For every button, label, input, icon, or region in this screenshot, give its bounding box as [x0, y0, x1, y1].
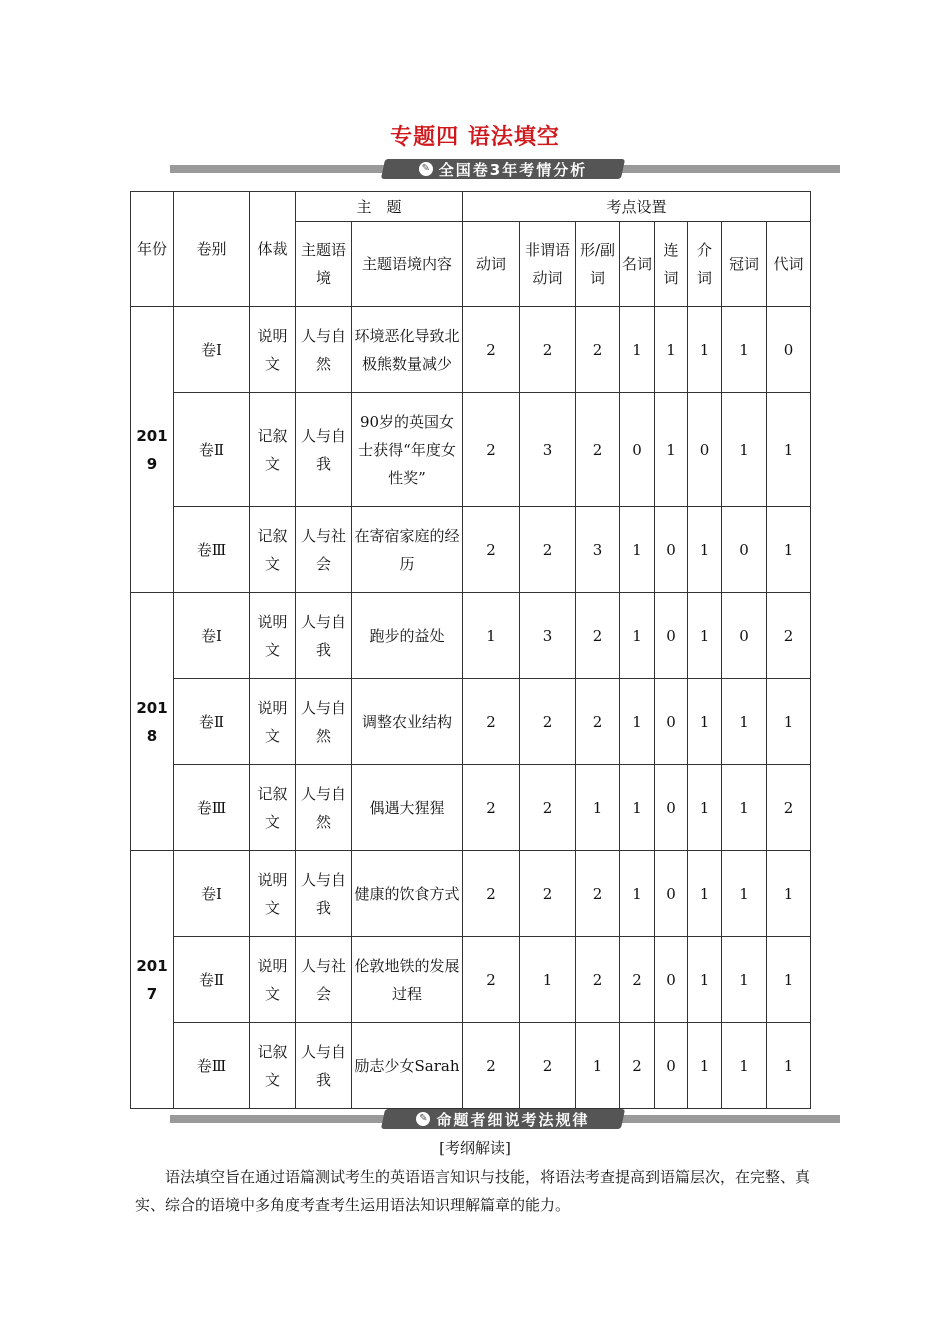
count-cell: 0	[655, 765, 688, 851]
count-cell: 1	[463, 593, 520, 679]
theme-context-cell: 人与自我	[296, 1023, 352, 1109]
syllabus-paragraph: 语法填空旨在通过语篇测试考生的英语语言知识与技能，将语法考查提高到语篇层次，在完整、真实、综合的语境中多角度考查考生运用语法知识理解篇章的能力。	[135, 1168, 811, 1214]
theme-content-cell: 伦敦地铁的发展过程	[352, 937, 463, 1023]
count-cell: 1	[688, 507, 722, 593]
count-cell: 1	[722, 679, 767, 765]
count-cell: 2	[463, 851, 520, 937]
count-cell: 1	[520, 937, 576, 1023]
count-cell: 2	[463, 937, 520, 1023]
header-preposition: 介词	[688, 222, 722, 307]
header-theme-content: 主题语境内容	[352, 222, 463, 307]
theme-content-cell: 健康的饮食方式	[352, 851, 463, 937]
count-cell: 2	[576, 851, 620, 937]
theme-context-cell: 人与自我	[296, 393, 352, 507]
count-cell: 0	[722, 593, 767, 679]
count-cell: 1	[576, 1023, 620, 1109]
theme-content-cell: 环境恶化导致北极熊数量减少	[352, 307, 463, 393]
page-title: 专题四 语法填空	[390, 125, 560, 150]
exam-analysis-table	[130, 191, 811, 1109]
year-cell: 2017	[131, 851, 174, 1109]
theme-content-cell: 励志少女Sarah	[352, 1023, 463, 1109]
count-cell: 3	[520, 393, 576, 507]
count-cell: 1	[767, 679, 811, 765]
count-cell: 0	[722, 507, 767, 593]
paper-cell: 卷Ⅰ	[174, 851, 250, 937]
table-row	[131, 765, 811, 851]
count-cell: 2	[576, 307, 620, 393]
count-cell: 2	[520, 851, 576, 937]
count-cell: 1	[722, 765, 767, 851]
header-genre: 体裁	[250, 192, 296, 307]
year-cell: 2019	[131, 307, 174, 593]
theme-content-cell: 调整农业结构	[352, 679, 463, 765]
table-row	[131, 851, 811, 937]
count-cell: 1	[620, 307, 655, 393]
paper-cell: 卷Ⅲ	[174, 1023, 250, 1109]
paper-cell: 卷Ⅲ	[174, 765, 250, 851]
banner-label: 命题者细说考法规律	[436, 1110, 590, 1129]
count-cell: 1	[688, 679, 722, 765]
pen-icon: ✎	[419, 162, 433, 176]
header-paper: 卷别	[174, 192, 250, 307]
header-theme-context: 主题语境	[296, 222, 352, 307]
count-cell: 2	[620, 1023, 655, 1109]
header-year: 年份	[131, 192, 174, 307]
genre-cell: 记叙文	[250, 393, 296, 507]
count-cell: 1	[688, 1023, 722, 1109]
table-row	[131, 593, 811, 679]
table-row	[131, 393, 811, 507]
table-row	[131, 1023, 811, 1109]
genre-cell: 说明文	[250, 679, 296, 765]
theme-content-cell: 跑步的益处	[352, 593, 463, 679]
paper-cell: 卷Ⅰ	[174, 593, 250, 679]
table-row	[131, 307, 811, 393]
genre-cell: 记叙文	[250, 507, 296, 593]
count-cell: 2	[520, 1023, 576, 1109]
count-cell: 1	[767, 507, 811, 593]
count-cell: 2	[463, 765, 520, 851]
count-cell: 2	[767, 593, 811, 679]
count-cell: 1	[722, 393, 767, 507]
count-cell: 0	[655, 679, 688, 765]
count-cell: 2	[463, 307, 520, 393]
count-cell: 1	[620, 507, 655, 593]
theme-context-cell: 人与社会	[296, 507, 352, 593]
count-cell: 1	[722, 1023, 767, 1109]
genre-cell: 说明文	[250, 937, 296, 1023]
count-cell: 1	[655, 307, 688, 393]
theme-content-cell: 90岁的英国女士获得“年度女性奖”	[352, 393, 463, 507]
genre-cell: 记叙文	[250, 1023, 296, 1109]
count-cell: 1	[722, 937, 767, 1023]
count-cell: 2	[463, 507, 520, 593]
count-cell: 1	[576, 765, 620, 851]
theme-context-cell: 人与自我	[296, 851, 352, 937]
count-cell: 0	[688, 393, 722, 507]
count-cell: 0	[655, 507, 688, 593]
theme-content-cell: 偶遇大猩猩	[352, 765, 463, 851]
count-cell: 1	[620, 765, 655, 851]
count-cell: 2	[767, 765, 811, 851]
year-cell: 2018	[131, 593, 174, 851]
count-cell: 2	[520, 679, 576, 765]
pen-icon: ✎	[416, 1112, 430, 1126]
header-adj-adv: 形/副词	[576, 222, 620, 307]
header-noun: 名词	[620, 222, 655, 307]
paper-cell: 卷Ⅱ	[174, 679, 250, 765]
count-cell: 1	[688, 307, 722, 393]
paper-cell: 卷Ⅱ	[174, 937, 250, 1023]
count-cell: 1	[620, 851, 655, 937]
count-cell: 1	[722, 851, 767, 937]
count-cell: 1	[655, 393, 688, 507]
count-cell: 2	[463, 679, 520, 765]
count-cell: 2	[520, 307, 576, 393]
count-cell: 1	[620, 593, 655, 679]
genre-cell: 说明文	[250, 593, 296, 679]
count-cell: 1	[688, 937, 722, 1023]
header-article: 冠词	[722, 222, 767, 307]
genre-cell: 说明文	[250, 307, 296, 393]
genre-cell: 记叙文	[250, 765, 296, 851]
genre-cell: 说明文	[250, 851, 296, 937]
count-cell: 2	[576, 937, 620, 1023]
theme-context-cell: 人与自然	[296, 679, 352, 765]
count-cell: 0	[655, 593, 688, 679]
header-verb: 动词	[463, 222, 520, 307]
count-cell: 1	[767, 393, 811, 507]
section-banner-exam-rules	[170, 1109, 840, 1129]
count-cell: 1	[767, 937, 811, 1023]
header-pronoun: 代词	[767, 222, 811, 307]
header-theme: 主 题	[296, 192, 463, 222]
header-conjunction: 连词	[655, 222, 688, 307]
count-cell: 2	[520, 507, 576, 593]
count-cell: 0	[655, 937, 688, 1023]
count-cell: 1	[620, 679, 655, 765]
syllabus-subheading: [考纲解读]	[439, 1139, 511, 1157]
header-test-points: 考点设置	[463, 192, 811, 222]
count-cell: 2	[463, 1023, 520, 1109]
table-row	[131, 679, 811, 765]
banner-label: 全国卷3年考情分析	[438, 160, 588, 179]
count-cell: 1	[767, 851, 811, 937]
count-cell: 0	[767, 307, 811, 393]
count-cell: 3	[576, 507, 620, 593]
count-cell: 0	[655, 851, 688, 937]
count-cell: 1	[722, 307, 767, 393]
theme-content-cell: 在寄宿家庭的经历	[352, 507, 463, 593]
paper-cell: 卷Ⅲ	[174, 507, 250, 593]
count-cell: 1	[688, 593, 722, 679]
count-cell: 0	[655, 1023, 688, 1109]
paper-cell: 卷Ⅰ	[174, 307, 250, 393]
theme-context-cell: 人与自然	[296, 765, 352, 851]
count-cell: 1	[688, 851, 722, 937]
count-cell: 0	[620, 393, 655, 507]
theme-context-cell: 人与自我	[296, 593, 352, 679]
section-banner-exam-analysis	[170, 159, 840, 179]
theme-context-cell: 人与社会	[296, 937, 352, 1023]
count-cell: 2	[576, 393, 620, 507]
table-row	[131, 507, 811, 593]
count-cell: 2	[576, 593, 620, 679]
count-cell: 1	[688, 765, 722, 851]
header-nonfinite: 非谓语动词	[520, 222, 576, 307]
paper-cell: 卷Ⅱ	[174, 393, 250, 507]
count-cell: 2	[520, 765, 576, 851]
count-cell: 3	[520, 593, 576, 679]
count-cell: 1	[767, 1023, 811, 1109]
table-row	[131, 937, 811, 1023]
theme-context-cell: 人与自然	[296, 307, 352, 393]
count-cell: 2	[620, 937, 655, 1023]
count-cell: 2	[463, 393, 520, 507]
count-cell: 2	[576, 679, 620, 765]
